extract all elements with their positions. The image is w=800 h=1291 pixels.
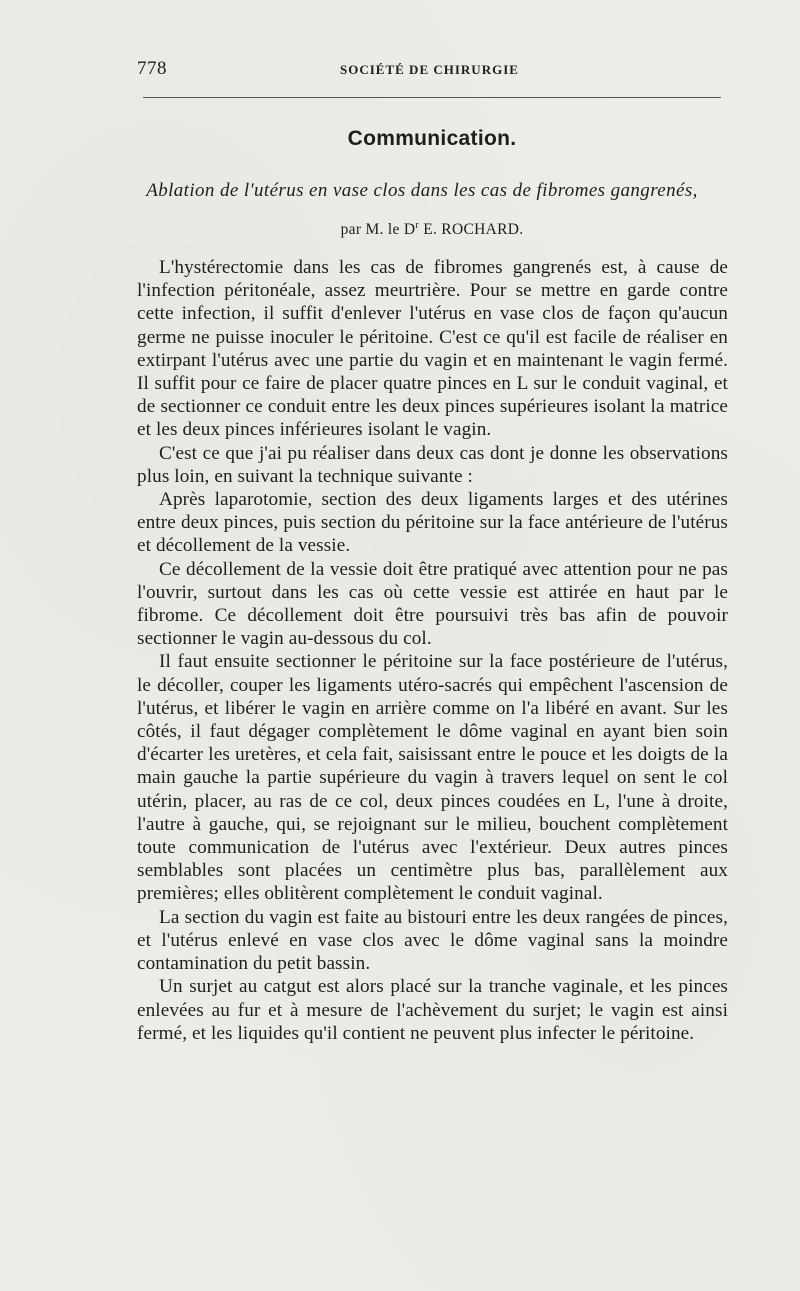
byline-prefix: par M. le D xyxy=(340,221,416,239)
paragraph: C'est ce que j'ai pu réaliser dans deux cas dont je donne les observations plus loin, en suivant la technique suivante : xyxy=(137,442,728,487)
section-title: Communication. xyxy=(347,127,517,150)
page-header xyxy=(137,58,727,82)
paragraph: La section du vagin est faite au bistouri entre les deux rangées de pinces, et l'utérus enlevé en vase clos avec le dôme vaginal sans la moindre contamination du petit bassin. xyxy=(137,906,728,975)
page-number: 778 xyxy=(137,58,167,79)
byline-sup: r xyxy=(415,220,420,231)
header-rule xyxy=(143,97,721,98)
paragraph: Il faut ensuite sectionner le péritoine sur la face postérieure de l'utérus, le décoller, couper les ligaments utéro-sacrés qui empêchent l'ascension de l'utérus, et libérer le vagin en arrière comme on l'a libéré en avant. Sur les côtés, il faut dégager complètement le dôme vaginal en ayant bien soin d'écarter les uretères, et cela fait, saisissant entre le pouce et les doigts de la main gauche la partie supérieure du vagin à travers lequel on sent le col utérin, placer, au ras de ce col, deux pinces coudées en L, l'une à droite, l'autre à gauche, qui, se rejoignant sur le milieu, bouchent complètement toute communication de l'utérus avec l'extérieur. Deux autres pinces semblables sont placées un centimètre plus bas, parallèlement aux premières; elles oblitèrent complètement le conduit vaginal. xyxy=(137,651,728,905)
paragraph: Après laparotomie, section des deux ligaments larges et des utérines entre deux pinces, puis section du péritoine sur la face antérieure de l'utérus et décollement de la vessie. xyxy=(137,489,728,557)
paragraph: Ce décollement de la vessie doit être pratiqué avec attention pour ne pas l'ouvrir, surtout dans les cas où cette vessie est attirée en haut par le fibrome. Ce décollement doit être poursuivi très bas afin de pouvoir sectionner le vagin au-dessous du col. xyxy=(137,558,728,650)
paragraph: Un surjet au catgut est alors placé sur la tranche vaginale, et les pinces enlevées au fur et à mesure de l'achèvement du surjet; le vagin est ainsi fermé, et les liquides qu'il contient ne peuvent plus infecter le péritoine. xyxy=(137,976,728,1044)
running-head: SOCIÉTÉ DE CHIRURGIE xyxy=(340,62,519,77)
article-subtitle: Ablation de l'utérus en vase clos dans les cas de fibromes gangrenés, xyxy=(146,180,698,201)
paragraph: L'hystérectomie dans les cas de fibromes gangrenés est, à cause de l'infection péritonéale, assez meurtrière. Pour se mettre en garde contre cette infection, il suffit d'enlever l'utérus en vase clos de façon qu'aucun germe ne puisse inoculer le péritoine. C'est ce qu'il est facile de réaliser en extirpant l'utérus avec une partie du vagin et en maintenant le vagin fermé. Il suffit pour ce faire de placer quatre pinces en L sur le conduit vaginal, et de sectionner ce conduit entre les deux pinces supérieures isolant la matrice et les deux pinces inférieures isolant le vagin. xyxy=(137,257,728,441)
article-body xyxy=(137,256,728,1045)
author-byline xyxy=(137,220,727,239)
byline-author: E. ROCHARD. xyxy=(419,221,524,239)
